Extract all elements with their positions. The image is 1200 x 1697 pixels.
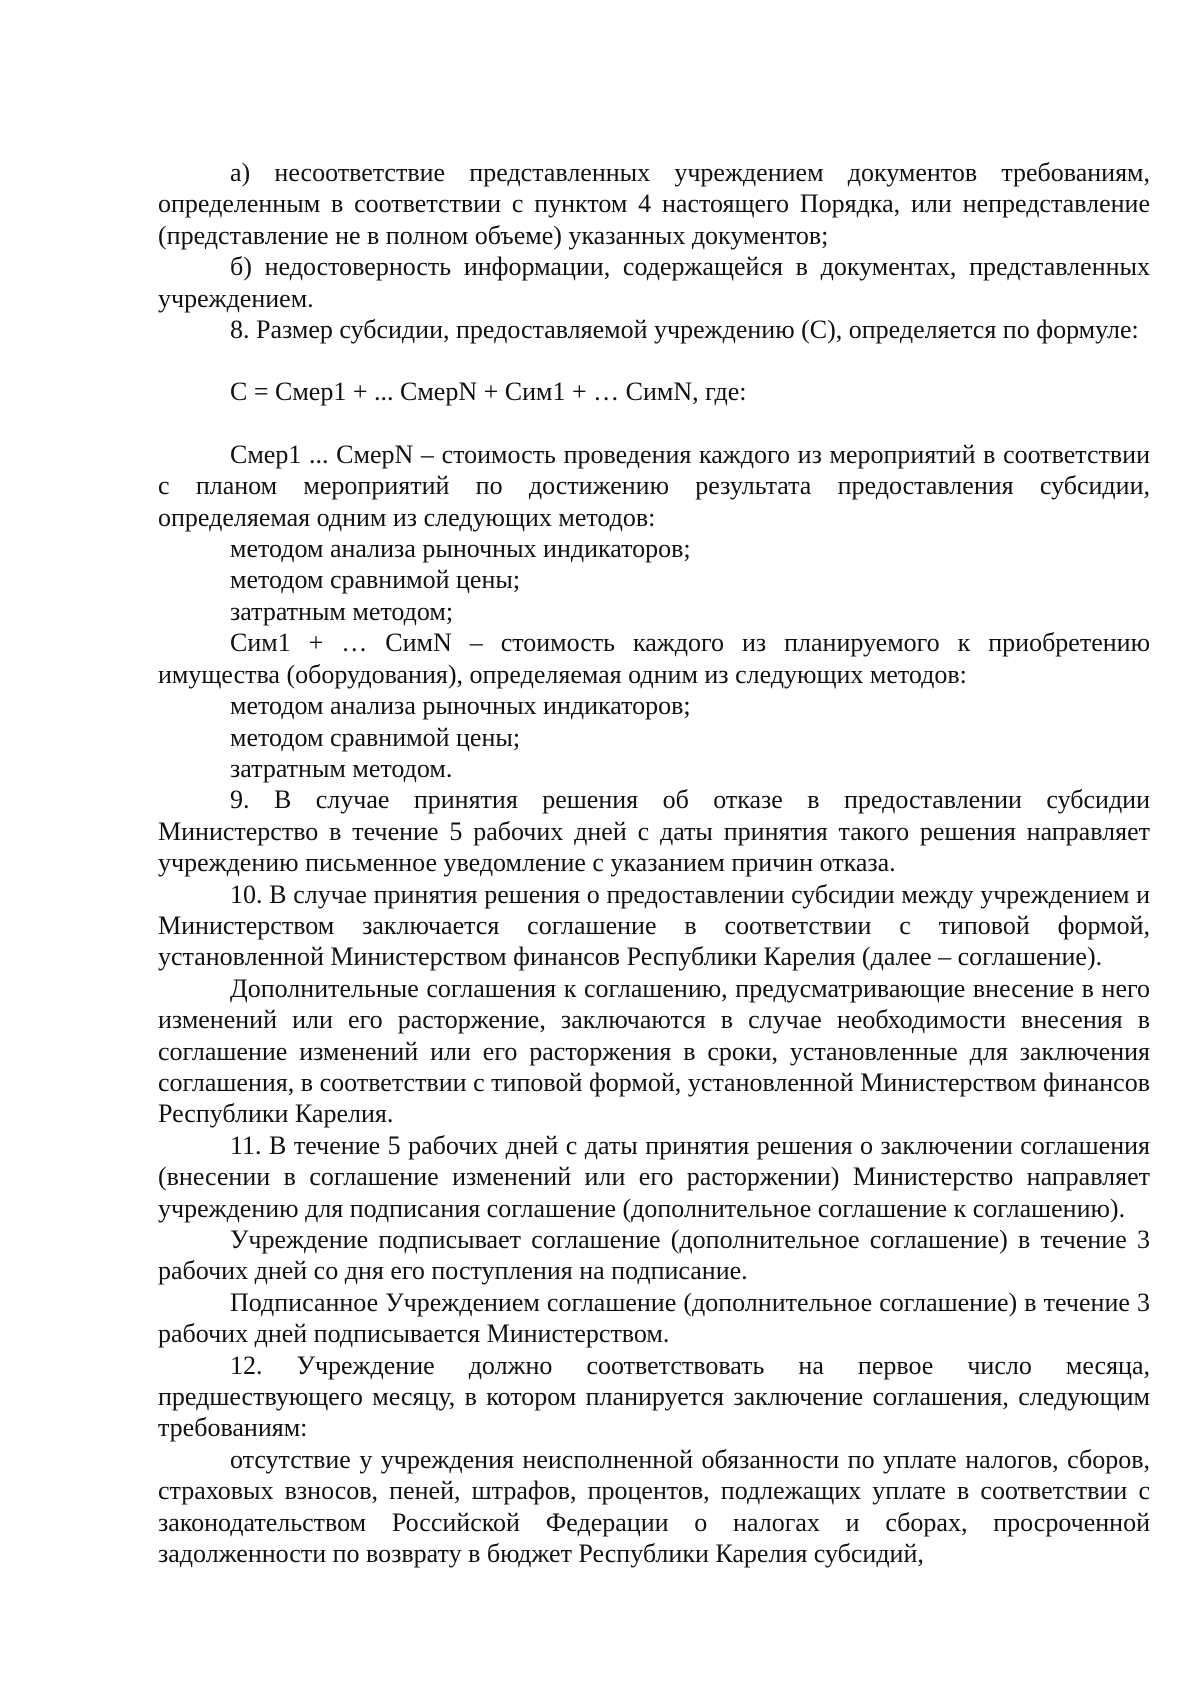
paragraph-ministry-signs: Подписанное Учреждением соглашение (дополнительное соглашение) в течение 3 рабочих дней подписывается Министерством. bbox=[158, 1287, 1150, 1349]
paragraph-8: 8. Размер субсидии, предоставляемой учреждению (С), определяется по формуле: bbox=[230, 315, 1139, 345]
list-item-market-indicators-2: методом анализа рыночных индикаторов; bbox=[230, 691, 691, 721]
paragraph-9: 9. В случае принятия решения об отказе в предоставлении субсидии Министерство в течение 5 рабочих дней с даты принятия такого решения направляет учреждению письменное уведомление с указанием причин отказа. bbox=[158, 785, 1150, 878]
paragraph-additional-agreements: Дополнительные соглашения к соглашению, предусматривающие внесение в него изменений или его расторжение, заключаются в случае необходимости внесения в соглашение изменений или его расторжения в сроки, установленные для заключения соглашения, в соответствии с типовой формой, установленной Министерством финансов Республики Карелия. bbox=[158, 973, 1150, 1129]
paragraph-institution-signs: Учреждение подписывает соглашение (дополнительное соглашение) в течение 3 рабочих дней со дня его поступления на подписание. bbox=[158, 1225, 1150, 1286]
paragraph-smer-definition: Смер1 ... СмерN – стоимость проведения каждого из мероприятий в соответствии с планом мероприятий по достижению результата предоставления субсидии, определяемая одним из следующих методов: bbox=[158, 439, 1150, 532]
paragraph-7b: б) недостоверность информации, содержащейся в документах, представленных учреждением. bbox=[158, 252, 1150, 313]
list-item-cost-method: затратным методом; bbox=[230, 596, 454, 626]
paragraph-sim-definition: Сим1 + … СимN – стоимость каждого из планируемого к приобретению имущества (оборудования), определяемая одним из следующих методов: bbox=[158, 628, 1150, 689]
paragraph-11: 11. В течение 5 рабочих дней с даты принятия решения о заключении соглашения (внесении в соглашение изменений или его расторжении) Министерство направляет учреждению для подписания соглашение (дополнительное соглашение к соглашению). bbox=[158, 1130, 1150, 1223]
subsidy-formula: С = Смер1 + ... СмерN + Сим1 + … СимN, где: bbox=[230, 377, 747, 407]
paragraph-no-tax-debt: отсутствие у учреждения неисполненной обязанности по уплате налогов, сборов, страховых взносов, пеней, штрафов, процентов, подлежащих уплате в соответствии с законодательством Российской Федерации о налогах и сборах, просроченной задолженности по возврату в бюджет Республики Карелия субсидий, bbox=[158, 1444, 1150, 1569]
list-item-comparable-price: методом сравнимой цены; bbox=[230, 565, 521, 595]
paragraph-10: 10. В случае принятия решения о предоставлении субсидии между учреждением и Министерством заключается соглашение в соответствии с типовой формой, установленной Министерством финансов Республики Карелия (далее – соглашение). bbox=[158, 879, 1150, 972]
document-page bbox=[158, 157, 1150, 1569]
paragraph-12: 12. Учреждение должно соответствовать на первое число месяца, предшествующего месяцу, в котором планируется заключение соглашения, следующим требованиям: bbox=[158, 1350, 1150, 1443]
list-item-comparable-price-2: методом сравнимой цены; bbox=[230, 722, 521, 752]
paragraph-7a: а) несоответствие представленных учреждением документов требованиям, определенным в соответствии с пунктом 4 настоящего Порядка, или непредставление (представление не в полном объеме) указанных документов; bbox=[158, 158, 1150, 250]
list-item-market-indicators: методом анализа рыночных индикаторов; bbox=[230, 534, 691, 564]
list-item-cost-method-2: затратным методом. bbox=[230, 753, 453, 783]
